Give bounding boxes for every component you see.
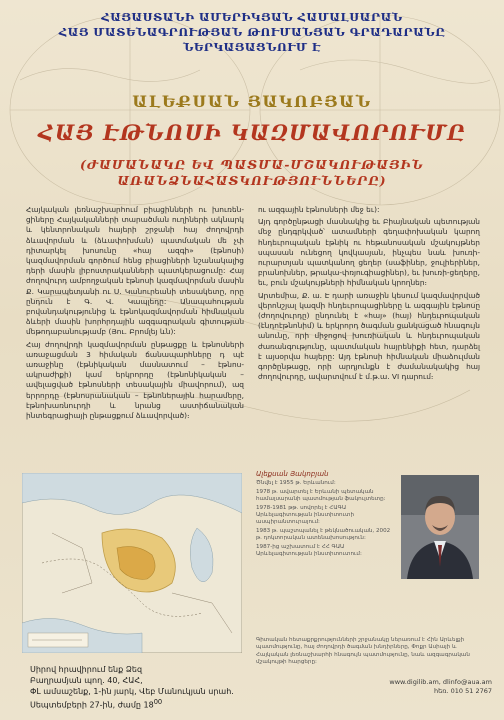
- address-line: Բաղրամյան պող. 40, ՀԱՀ,: [30, 676, 143, 685]
- book-title: ՀԱՅ ԷԹՆՈՍԻ ԿԱԶՄԱՎՈՐՈՒՄԸ: [38, 120, 466, 145]
- book-subtitle: [0, 157, 504, 189]
- website-link[interactable]: www.digilib.am, dlinfo@aua.am: [389, 678, 492, 686]
- invitation-line: Սիրով հրավիրում ենք Ձեզ: [30, 665, 143, 674]
- right-paragraph: Այդ գործընթացի մասնակից եւ Բիայնական պետության մեջ ընդգրկված՝ ատամների գեղափոխական կարող հնդեւրոպական էթնիկ ու հեթանոսական մշակույթներ սպասան ունեցող կովկասյան, ինչպես նաև խուռի-ուրարտյան պատկանող ցեղեր (սաֆիներ, ջուլիերիներ, բրանոխներ, թրակա-փռյուգիացիներ), եւ խուռի-ցեղերը, եւ, բուն մշակույթների հիմնական կրողներ։: [258, 217, 480, 288]
- bio-author-name: Ալեքսան Յակոբյան: [256, 470, 329, 478]
- time-minutes: 00: [153, 698, 163, 706]
- description-right-column: [258, 205, 480, 384]
- historical-map-image: [22, 473, 242, 653]
- event-details: [30, 664, 290, 711]
- bio-item: 1987-ից աշխատում է ՀՀ ԳԱԱ Արևելագիտության ինստիտուտում:: [256, 543, 362, 558]
- bio-item: 1978 թ. ավարտել է Երևանի պետական համալսարանի պատմության ֆակուլտետը:: [256, 488, 386, 503]
- subtitle-line-1: (ԺԱՄԱՆԱԿԸ ԵՎ ՊԱՏՄԱ-ՄՇԱԿՈՒԹԱՅԻՆ: [80, 157, 424, 172]
- phone-number: հեռ. 010 51 2767: [434, 686, 492, 695]
- date-time-text: Սեպտեմբերի 27-ին, ժամը 18: [30, 700, 154, 710]
- subtitle-line-2: ԱՌԱՆՁՆԱՀԱՏԿՈՒԹՅՈՒՆՆԵՐԸ): [117, 173, 387, 188]
- header-line-3: ՆԵՐԿԱՅԱՑՆՈՒՄ Է: [183, 40, 321, 54]
- bio-item: 1983 թ. պաշտպանել է թեկնածուական, 2002 թ. դոկտորական ատենախոսություն:: [256, 527, 391, 542]
- author-portrait-image: [401, 475, 479, 579]
- author-name: ԱԼԵՔՍԱՆ ՅԱԿՈԲՅԱՆ: [132, 92, 372, 111]
- left-paragraph: Հայ ժողովրդի կազմավորման ընթացքը և էթնոսների առաջացման 3 հիմական ճանապարհները դ պէ առաջինը (էթնիկական մասնատում – էթնոս-ակրաժիքի) կամ երկրորդը (էթնոնիկական – ավելացված էթնոսների տեսակային միավորում), ազ երրորդը (էթնոսրանական – էթնոներային հարամերը, էթնոխառնուրդի և նրանց աստիճանական ինտեգրացիայի ընթացքում ձևավորված)։: [26, 339, 244, 421]
- author-photo: [401, 475, 479, 579]
- date-time-line: [30, 697, 290, 711]
- right-paragraph: ու ազգային էթնոսների մեջ եւ):: [258, 205, 380, 214]
- header-line-1: ՀԱՅԱՍՏԱՆԻ ԱՄԵՐԻԿՅԱՆ ՀԱՄԱԼՍԱՐԱՆ: [101, 10, 403, 24]
- institution-header: [0, 10, 504, 55]
- bio-item: Ծնվել է 1955 թ. Երևանում:: [256, 480, 336, 487]
- header-line-2: ՀԱՅ ՄԱՏԵՆԱԳՐՈՒԹՅԱՆ ԹՈՒՄԱՆՅԱՆ ԳՐԱԴԱՐԱՆԸ: [58, 25, 446, 39]
- bio-item: 1978-1981 թթ. սովորել է ՀԱԳԱ Արևելագիտության ինստիտուտի ասպիրանտուրայում:: [256, 504, 354, 526]
- author-bio: [256, 471, 396, 559]
- author-research-interests: Գիտական հետաքրքրությունների շրջանակը ներառում է Հին Արևելքի պատմությունը, հայ ժողովրդի ծագման խնդիրները, Փոքր Ասիայի և Հայկական լեռնաշխարհի հնագույն պատմությունը, նաև ազգագրական մշակույթի հարցերը:: [256, 637, 470, 666]
- contact-info: [352, 678, 492, 695]
- left-paragraph: Հայկական լեռնաշխարհում բիացինների ու խուռեն-ցիները Հայկականների տարածման ուղիների ակնարկ և կենտրոնական հայերի շրջանի հայ ժողովրդի ձևավորման և (ձևափոխման) պատմական մե չփ դիտարկել խոսունը «հայ ազգի» (էթնոսի) կազմավորման գործում հենց բիացիների նշանակալից դերի մասին լիբոստրականների պատկերացումը: Հայ ժողովուրդ ամբողջական էթնոսի կազմավորման մասին Ք. Կարապետյանի ու Ս. Կանուրեանի տեսակետը, որը ընդուն է Գ. Վ. Կապլեդը: Անապահության բովանդակությունից և էթնոկազմավորման հիմնական ձևերի մասին խորհրդային ազգագրական գիտության մեթոդաբանությամբ (Յու. Բրոմլեյ ևն):: [26, 205, 244, 337]
- venue-line: ՓԼ ամսաշենք, 1-ին յարկ, Վեբ Մանուկյան սրահ.: [30, 687, 234, 696]
- right-paragraph: Արտեմիա, Ք. ա. Է դարի առաջին կեսում կազմավորված վերոնշյալ կազմի հնդեւրոպացիները և ազգային էթնոսը (ժողովուրդը) ընդունել է «հայ» (հայ) հնդեւրոպական (էնդոէթնոնիմ) և երկրորդ ծագման ցանկացած հնագույն անունը, որի միջոցով խուռիական և հնդեւրոպական ժառանգությունը, պատմական հայրենիքի հետ, դարձել է այսօրվա հայերը: Այդ էթնոսի հիմնական միաձուլման գործընթացը, որի արդյունքն է ժամանակակից հայ ժողովուրդը, ավարտվում է մ.թ.ա. VI դարում։: [258, 290, 480, 382]
- description-left-column: [26, 205, 244, 423]
